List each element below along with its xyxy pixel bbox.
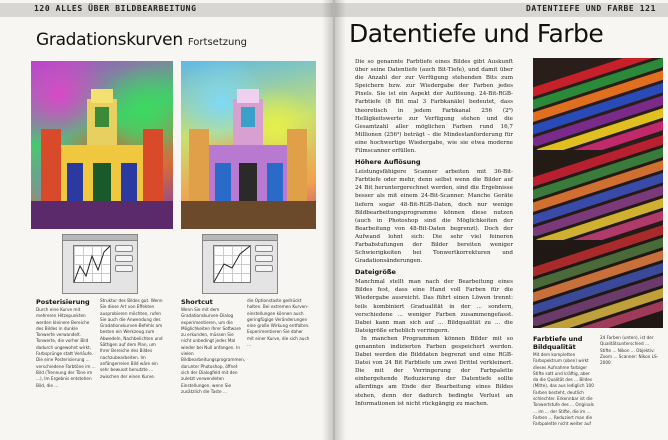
caption-text: 24 Farben (unten), ist der Qualitätsunterschied ... Stifte ... Nikon ... Objektiv: Zoom ... Scanner: Nikon LS-2000 [600,335,659,366]
caption-heading: Farbtiefe und Bildqualität [533,335,583,351]
subhead-dateigroesse: Dateigröße [355,268,396,277]
dialog-titlebar [203,235,277,241]
curve-grid [73,245,111,283]
caption-farbtiefe [533,335,595,428]
caption-text: Wenn Sie mit dem Gradationskurven-Dialog experimentieren, um die Möglichkeiten Ihrer Software zu erkunden, müssen Sie nicht unbedingt jedes Mal wieder bei Null anfangen. In vielen Bildbearbeitungsprogrammen, darunter Photoshop, öffnet sich der Dialogfeld mit den zuletzt verwendeten Einstellungen, wenn Sie zusätzlich die Taste ... [181,307,246,394]
caption-middle-right [247,298,311,348]
church-photo-posterized [31,61,173,229]
caption-text: die Optionstaste gedrückt halten. Bei extremen Kurven-einstellungen können auch geringfügige Veränderungen eine große Wirkung entfalten. Experimentieren Sie daher mit einer Kurve, die sich auch ... [247,298,310,348]
caption-meta [600,335,660,366]
running-head-right [526,4,656,13]
left-page [0,0,333,440]
dialog-buttons [115,245,133,275]
church-illustration [181,89,316,229]
caption-shortcut [181,298,246,395]
dialog-buttons [255,245,273,275]
body-paragraph: Manchmal stellt man nach der Bearbeitung eines Bildes fest, dass eine Hand voll Farben für die Wiedergabe ausreicht. Das führt einen Löwen trennt: teils kombiniert Gradualität in der ... sondern, verschiedene ... weniger Farben zusammengefasst. Dabei kann man sich auf ... Bildqualität zu ... die Dateigröße erheblich verringern. [355,279,513,334]
section-title-text: Gradationskurven [36,30,183,50]
caption-text: Mit dem kompletten Farbspektrum (oben) wirkt dieses Aufnahme farbiger Stifte satt und kräftig, aber da die Qualität des ... Bildes (Mitte), das aus lediglich 100 Farben besteht, deutlich schlechter. Erkennbar ist die Tonwertstufe des ... Originals ... im ... der Stifte, die im ... Farben ... Reduziert man die Farbpalette nicht weiter auf [533,352,594,427]
section-title [36,30,247,50]
subhead-hoehere-aufloesung: Höhere Auflösung [355,158,421,167]
curves-dialog-b [202,234,278,294]
curves-dialog-a [62,234,138,294]
caption-middle-left [100,298,164,380]
section-continued: Fortsetzung [187,37,248,48]
curve-grid [213,245,251,283]
pencils-illustration [533,58,663,328]
curve-line [214,246,250,282]
page-number-right: 121 [639,4,656,13]
intro-paragraph: Die so genannte Farbtiefe eines Bildes gibt Auskunft über seine Datentiefe (auch Bit-Tiefe), und damit über die Anzahl der zur Verfügung stehenden Bits zum Speichern bzw. zur Wiedergabe der Farben jedes Pixels. Sie ist ein Aspekt der Auflösung. 24-Bit-RGB-Farbtiefe (8 Bit mal 3 Farbkanäle) bedeutet, dass theoretisch in jedem Farbkanal 256 (2⁸) Helligkeitswerte zur Verfügung stehen und die Gesamtzahl aller möglichen Farben rund 16,7 Millionen (256³) beträgt – die Mindestanforderung für eine hochwertige Wiedergabe, wie sie etwa moderne Filmscanner erfüllen. [355,59,513,155]
caption-posterisierung [36,298,96,389]
running-head-text-right: DATENTIEFE UND FARBE [526,4,635,13]
body-column [355,58,513,408]
body-paragraph: Leistungsfähigere Scanner arbeiten mit 36-Bit-Farbtiefe oder mehr, denn selbst wenn die Bilder auf 24 Bit heruntergerechnet werden, sind die Ergebnisse besser als mit einem 24-Bit-Scanner. Manche Geräte liefern sogar 48-Bit-RGB-Daten, doch nur wenige Bildbearbeitungsprogramme können diese nutzen (auch in Photoshop sind die Möglichkeiten der Bearbeitung von 48-Bit-Daten begrenzt). Doch der Aufwand lohnt sich: Die sehr viel feineren Farbabstufungen der Bilder bereiten weniger Schwierigkeiten bei Tonwertkorrekturen und Gradationsänderungen. [355,169,513,265]
pencils-photo-stack [533,58,663,328]
caption-text: Durch eine Kurve mit mehreren Hitzepunkten werden kleinere Bereiche des Bildes in dunkle Tonwerte verwandelt. Tonwerte, die vorher Bild dadurch ungewohnt wirkt, Farbsprünge statt Verläufe. Die eine Posterisierung ... verschiedene Farbtöne im ... Bild (Trennung der Töne im ...), Im Ergebnis entstehen Bild, die ... [36,307,96,388]
page-number-left: 120 [34,4,51,13]
running-head-left [34,4,197,13]
right-page [335,0,668,440]
church-illustration [31,89,173,229]
church-photo-curve [181,61,316,229]
page-title: Datentiefe und Farbe [349,19,604,48]
caption-text: Struktur des Bildes gut. Wenn Sie diese Art von Effekten ausprobieren möchten, rufen Sie auch die Anwendung des Gradationskurven-Befehls am besten ein Werkzeug zum Abwedeln, Nachbelichten und Sättigen auf dem Plan, um Ihrer Bereiche des Bildes nachzubearbeiten. Im anfängerreien Bild wäre ein sehr bewusst benutzte ... zwischen der einen Kurve. [100,298,163,379]
caption-heading: Shortcut [181,298,213,306]
curve-line [74,246,110,282]
caption-heading: Posterisierung [36,298,90,306]
body-paragraph: In manchen Programmen können Bilder mit so genannten indizierten Farben gespeichert werden. Dabei werden die Bilddaten begrenzt und eine RGB-Datei von 24 Bit Farbtiefe um zwei Drittel verkleinert. Die mit der Verringerung der Farbpalette einhergehende Reduzierung der Datentiefe sollte allerdings am Ende der Bearbeitung eines Bildes stehen, denn der dadurch bedingte Verlust an Informationen ist nicht rückgängig zu machen. [355,335,513,407]
running-head-text-left: ALLES ÜBER BILDBEARBEITUNG [55,4,197,13]
book-gutter [322,0,346,440]
dialog-titlebar [63,235,137,241]
